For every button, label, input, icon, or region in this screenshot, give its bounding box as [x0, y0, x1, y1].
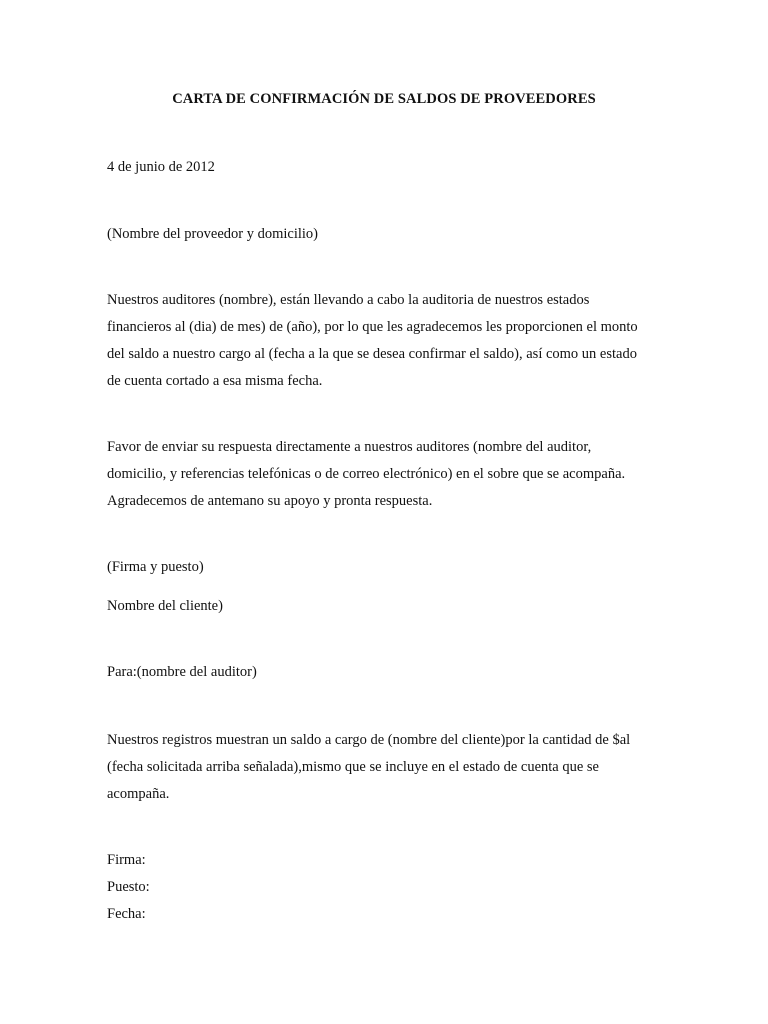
firma-field-label: Firma:: [107, 852, 146, 868]
paragraph-line: Favor de enviar su respuesta directamente a nuestros auditores (nombre del auditor,: [107, 439, 592, 455]
recipient-line: (Nombre del proveedor y domicilio): [107, 226, 318, 242]
letter-date: 4 de junio de 2012: [107, 159, 215, 175]
client-name-line: Nombre del cliente): [107, 598, 223, 614]
paragraph-line: financieros al (dia) de mes) de (año), por lo que les agradecemos les proporcionen el monto: [107, 319, 638, 335]
paragraph-line: de cuenta cortado a esa misma fecha.: [107, 373, 323, 389]
paragraph-line: domicilio, y referencias telefónicas o de correo electrónico) en el sobre que se acompaña.: [107, 466, 626, 482]
paragraph-line: acompaña.: [107, 786, 170, 802]
fecha-field-label: Fecha:: [107, 906, 146, 922]
paragraph-line: Nuestros registros muestran un saldo a cargo de (nombre del cliente)por la cantidad de $al: [107, 732, 631, 748]
paragraph-line: Nuestros auditores (nombre), están llevando a cabo la auditoria de nuestros estados: [107, 292, 590, 308]
paragraph-line: del saldo a nuestro cargo al (fecha a la que se desea confirmar el saldo), así como un estado: [107, 346, 637, 362]
to-auditor-line: Para:(nombre del auditor): [107, 664, 257, 680]
signature-line: (Firma y puesto): [107, 559, 204, 575]
paragraph-line: Agradecemos de antemano su apoyo y pronta respuesta.: [107, 493, 433, 509]
document-title: CARTA DE CONFIRMACIÓN DE SALDOS DE PROVEEDORES: [172, 91, 596, 107]
puesto-field-label: Puesto:: [107, 879, 150, 895]
paragraph-line: (fecha solicitada arriba señalada),mismo que se incluye en el estado de cuenta que se: [107, 759, 599, 775]
